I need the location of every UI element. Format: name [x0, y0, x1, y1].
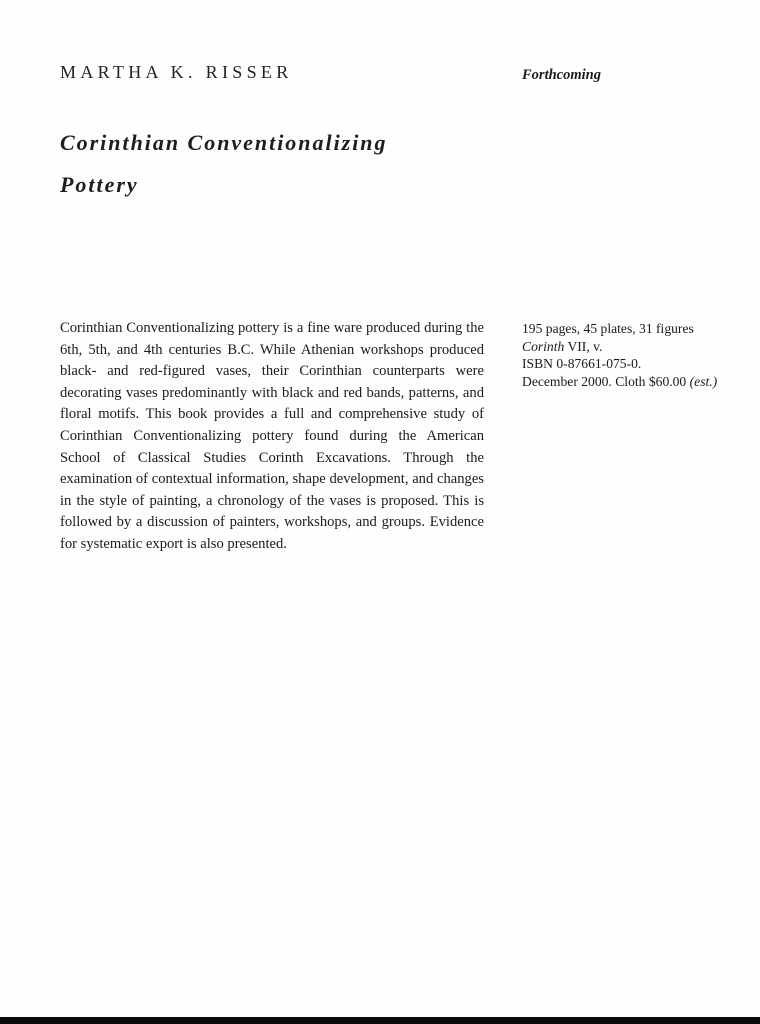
detail-date-price: [522, 373, 732, 391]
book-title-line-1: Corinthian Conventionalizing: [60, 130, 388, 155]
detail-isbn: ISBN 0-87661-075-0.: [522, 356, 642, 372]
book-title: [60, 122, 388, 206]
book-description: Corinthian Conventionalizing pottery is a fine ware produced during the 6th, 5th, and 4th centuries B.C. While Athenian workshops produced black- and red-figured vases, their Corinthian counterparts were decorating vases predominantly with black and red bands, patterns, and floral motifs. This book provides a full and comprehensive study of Corinthian Conventionalizing pottery found during the American School of Classical Studies Corinth Excavations. Through the examination of contextual information, shape development, and changes in the style of painting, a chronology of the vases is proposed. This is followed by a discussion of painters, workshops, and groups. Evidence for systematic export is also presented.: [60, 320, 484, 552]
detail-date-price-text: December 2000. Cloth $60.00: [522, 373, 690, 389]
detail-pages-plates-figures: 195 pages, 45 plates, 31 figures: [522, 321, 694, 336]
detail-series: [522, 338, 732, 356]
page-bottom-edge: [0, 1017, 760, 1024]
detail-series-name: Corinth: [522, 338, 565, 354]
author-name: MARTHA K. RISSER: [60, 62, 293, 82]
detail-series-volume: VII, v.: [564, 338, 603, 354]
book-title-line-2: Pottery: [60, 172, 139, 197]
detail-price-note: (est.): [689, 373, 718, 389]
publication-details: [522, 320, 732, 390]
status-label: Forthcoming: [522, 67, 601, 83]
